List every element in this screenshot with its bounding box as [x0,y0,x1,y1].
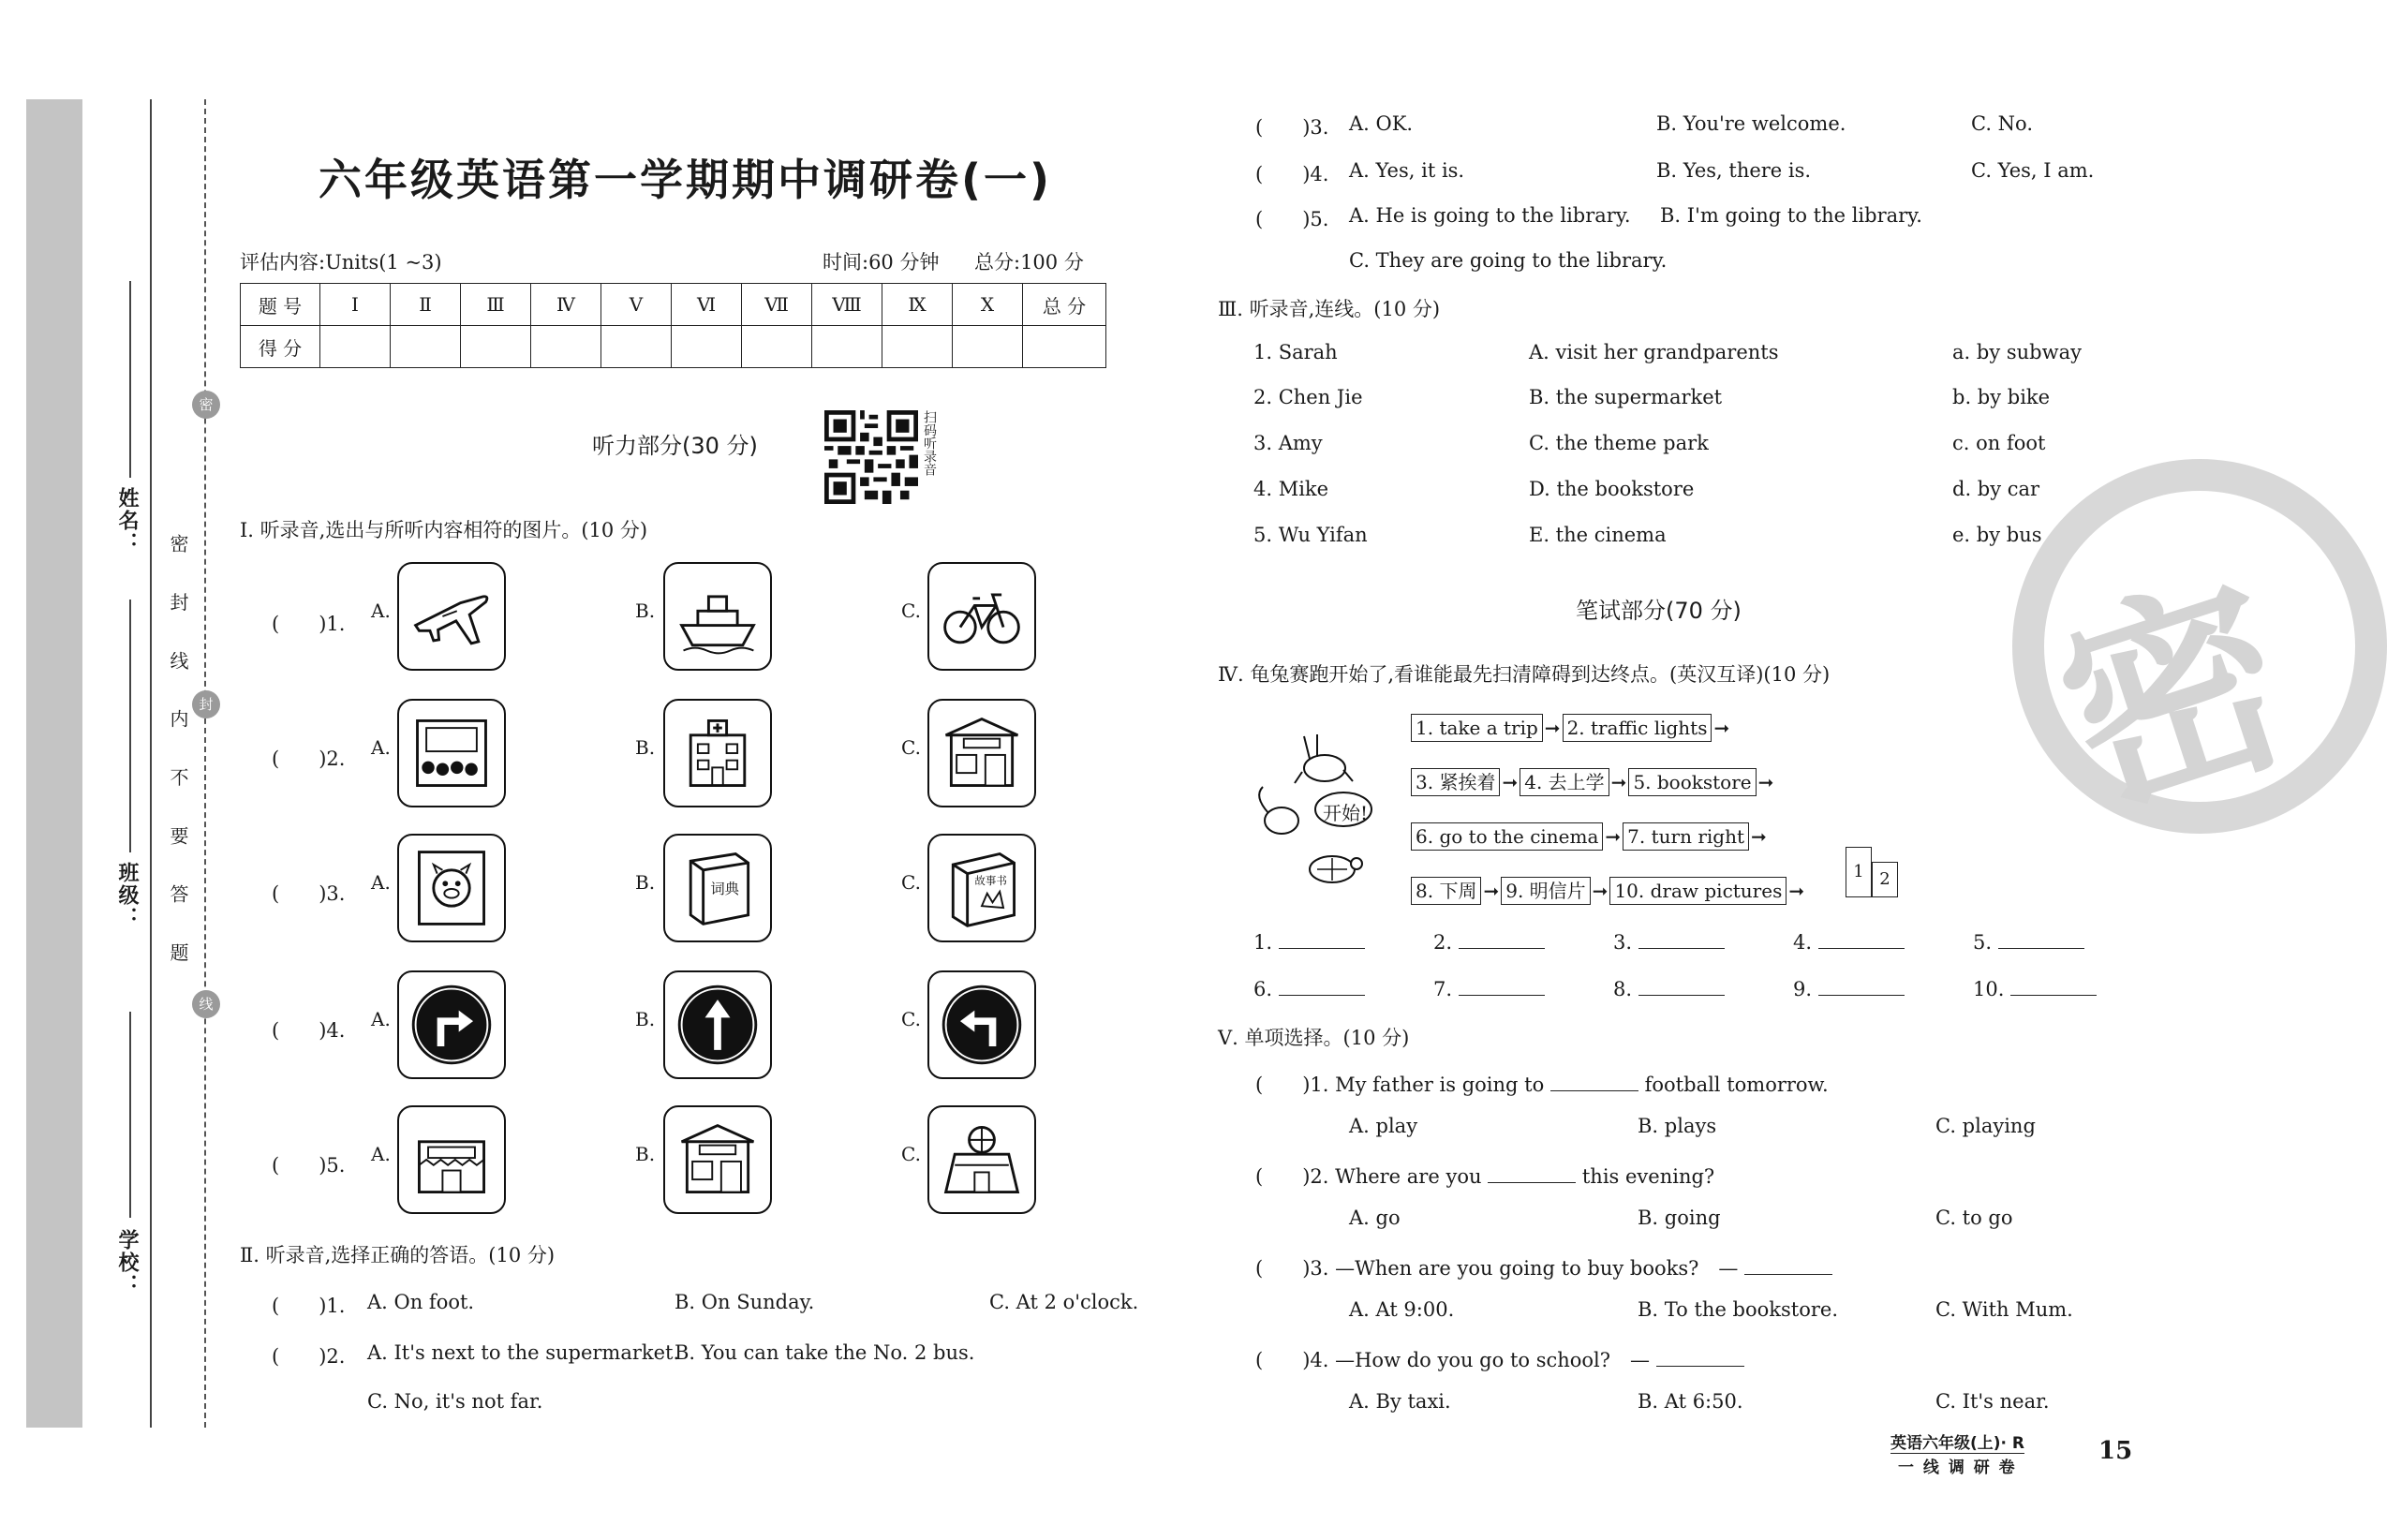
score-row-label: 得 分 [241,326,320,368]
podium-second: 2 [1872,862,1898,897]
score-header-row [241,284,1106,326]
dictionary-icon[interactable] [663,834,772,942]
s2-q3-c: C. No. [1971,112,2033,135]
s3-name-1[interactable]: 1. Sarah [1253,341,1338,363]
ship-icon[interactable] [663,562,772,671]
s3-way-c[interactable]: c. on foot [1952,432,2046,454]
s5-q4-stem: —How do you go to school? — [1335,1349,1651,1371]
chain-box: 4. 去上学 [1520,768,1609,796]
option-b: B. [635,871,656,894]
s2-q3-a: A. OK. [1349,112,1414,135]
q3-number[interactable]: ( )3. [272,882,346,905]
s4-answer-label: 2. [1433,931,1453,954]
s4-answer-5[interactable] [1973,931,2084,954]
s4-answer-4[interactable] [1793,931,1905,954]
s3-name-3[interactable]: 3. Amy [1253,432,1323,454]
s3-name-5[interactable]: 5. Wu Yifan [1253,524,1368,546]
s4-answer-label: 7. [1433,978,1453,1000]
option-b: B. [635,736,656,759]
page-title: 六年级英语第一学期期中调研卷(一) [319,155,1053,205]
exam-time: 时间:60 分钟 [823,251,940,274]
answer-blank[interactable] [1638,995,1725,996]
answer-blank[interactable] [1638,948,1725,949]
s5-q4-b: B. At 6:50. [1638,1390,1743,1413]
score-cell[interactable] [531,326,601,368]
chain-box: 5. bookstore [1628,768,1756,796]
s3-way-e[interactable]: e. by bus [1952,524,2042,546]
s2-q2-number[interactable]: ( )2. [272,1345,346,1368]
chain-box: 1. take a trip [1411,714,1543,742]
score-cell[interactable] [461,326,531,368]
binding-strip [26,99,82,1428]
score-header-cell: Ⅴ [601,284,672,326]
bookstore-icon[interactable] [663,1105,772,1214]
s5-q1-c: C. playing [1935,1115,2036,1137]
binding-instruction: 密 封 线 内 不 要 答 题 [167,534,189,979]
s5-q2-number[interactable]: ( )2. [1255,1165,1329,1188]
airplane-icon[interactable] [397,562,506,671]
score-cell[interactable] [882,326,953,368]
seal-mi: 密 [192,391,220,419]
written-title: 笔试部分(70 分) [1576,598,1742,624]
answer-blank[interactable] [1998,948,2084,949]
q4-number[interactable]: ( )4. [272,1019,346,1042]
s4-answer-1[interactable] [1253,931,1365,954]
s2-q5-a: A. He is going to the library. [1349,204,1631,227]
binding-line [150,99,152,1428]
turn-left-icon[interactable] [927,970,1036,1079]
s2-q5-b: B. I'm going to the library. [1660,204,1922,227]
score-cell[interactable] [953,326,1023,368]
s4-answer-label: 6. [1253,978,1273,1000]
s3-way-d[interactable]: d. by car [1952,478,2040,500]
s5-q1-stem-end: football tomorrow. [1644,1074,1829,1096]
score-header-cell: 总 分 [1023,284,1106,326]
bookstore-icon[interactable] [927,699,1036,807]
answer-blank[interactable] [1279,948,1365,949]
total-score: 总分:100 分 [974,251,1084,274]
s4-answer-2[interactable] [1433,931,1545,954]
start-label: 开始! [1323,802,1369,824]
turn-right-icon[interactable] [397,970,506,1079]
score-header-cell: 题 号 [241,284,320,326]
chain-box: 7. turn right [1623,822,1749,851]
chain-box: 2. traffic lights [1563,714,1712,742]
listening-title: 听力部分(30 分) [592,433,758,459]
cut-line [204,99,206,1428]
s3-place-c[interactable]: C. the theme park [1529,432,1709,454]
s5-q1-stem: My father is going to [1335,1074,1545,1096]
s2-q5-number[interactable]: ( )5. [1255,208,1329,230]
watermark-char: 密 [2033,545,2317,851]
score-cell[interactable] [320,326,391,368]
score-table [240,283,1106,368]
s5-q3-a: A. At 9:00. [1349,1298,1455,1321]
option-c: C. [901,600,921,622]
name-label: 姓名： [115,487,139,555]
s4-answer-label: 1. [1253,931,1273,954]
score-header-cell: Ⅸ [882,284,953,326]
s5-q4-a: A. By taxi. [1349,1390,1451,1413]
chain-box: 3. 紧挨着 [1411,768,1500,796]
arrow-icon: ➞ [1757,771,1774,793]
s5-q3 [1255,1253,1832,1281]
option-a: A. [371,1008,391,1030]
s2-q3-number[interactable]: ( )3. [1255,116,1329,139]
s2-q4-c: C. Yes, I am. [1971,159,2095,182]
s2-q1-a: A. On foot. [367,1291,475,1313]
s3-place-b[interactable]: B. the supermarket [1529,386,1723,408]
s3-name-2[interactable]: 2. Chen Jie [1253,386,1363,408]
option-b: B. [635,1143,656,1165]
podium-first: 1 [1846,847,1872,897]
s5-q3-blank[interactable] [1744,1274,1832,1275]
s2-q4-b: B. Yes, there is. [1656,159,1812,182]
option-c: C. [901,1143,921,1165]
arrow-icon: ➞ [1502,771,1519,793]
s2-q1-c: C. At 2 o'clock. [989,1291,1139,1313]
score-cell[interactable] [391,326,461,368]
answer-blank[interactable] [1279,995,1365,996]
s5-q4 [1255,1345,1744,1373]
q5-number[interactable]: ( )5. [272,1154,346,1177]
s3-place-e[interactable]: E. the cinema [1529,524,1667,546]
s2-q1-b: B. On Sunday. [675,1291,815,1313]
s2-q2-a: A. It's next to the supermarket. [367,1341,680,1364]
footer-brand: 一 线 调 研 卷 [1898,1459,2017,1477]
s3-name-4[interactable]: 4. Mike [1253,478,1329,500]
option-c: C. [901,736,921,759]
option-a: A. [371,736,391,759]
s5-q4-number[interactable]: ( )4. [1255,1349,1329,1371]
section2-title: Ⅱ. 听录音,选择正确的答语。(10 分) [240,1244,556,1266]
s5-q2-stem: Where are you [1335,1165,1482,1188]
s2-q2-b: B. You can take the No. 2 bus. [675,1341,975,1364]
arrow-icon: ➞ [1605,825,1622,848]
storybook-icon[interactable] [927,834,1036,942]
score-header-cell: Ⅵ [672,284,742,326]
race-illustration-icon [1250,731,1390,890]
arrow-icon: ➞ [1483,880,1500,902]
arrow-icon: ➞ [1610,771,1627,793]
class-label: 班级： [115,862,139,929]
score-row [241,326,1106,368]
s5-q1 [1255,1070,1829,1098]
class-field[interactable] [129,600,131,852]
footer-series: 英语六年级(上)· R [1890,1429,2024,1454]
chain-box: 6. go to the cinema [1411,822,1603,851]
s4-answer-label: 5. [1973,931,1993,954]
chain-row-4 [1411,877,1806,905]
s5-q2 [1255,1162,1714,1190]
section3-title: Ⅲ. 听录音,连线。(10 分) [1218,298,1441,320]
go-straight-icon[interactable] [663,970,772,1079]
q2-number[interactable]: ( )2. [272,748,346,770]
chain-row-3 [1411,822,1769,851]
s4-answer-9[interactable] [1793,978,1905,1000]
answer-blank[interactable] [1459,948,1545,949]
score-header-cell: Ⅶ [742,284,812,326]
chain-box: 8. 下周 [1411,877,1481,905]
arrow-icon: ➞ [1751,825,1767,848]
section4-title: Ⅳ. 龟兔赛跑开始了,看谁能最先扫清障碍到达终点。(英汉互译)(10 分) [1218,663,1831,686]
option-a: A. [371,871,391,894]
s4-answer-label: 9. [1793,978,1813,1000]
bicycle-icon[interactable] [927,562,1036,671]
score-cell[interactable] [812,326,882,368]
s5-q1-b: B. plays [1638,1115,1717,1137]
s5-q1-blank[interactable] [1550,1090,1638,1091]
s5-q4-c: C. It's near. [1935,1390,2050,1413]
chain-row-1 [1411,714,1731,742]
score-cell[interactable] [1023,326,1106,368]
s4-answer-3[interactable] [1613,931,1725,954]
chain-box: 10. draw pictures [1609,877,1787,905]
seal-xian: 线 [192,990,220,1018]
s4-answer-10[interactable] [1973,978,2097,1000]
s2-q3-b: B. You're welcome. [1656,112,1846,135]
s2-q4-a: A. Yes, it is. [1349,159,1465,182]
s5-q3-stem: —When are you going to buy books? — [1335,1257,1739,1280]
option-b: B. [635,600,656,622]
arrow-icon: ➞ [1788,880,1805,902]
chain-box: 9. 明信片 [1501,877,1590,905]
arrow-icon: ➞ [1713,717,1730,739]
score-cell[interactable] [601,326,672,368]
s5-q2-blank[interactable] [1488,1182,1576,1183]
score-header-cell: Ⅲ [461,284,531,326]
s5-q2-stem-end: this evening? [1581,1165,1715,1188]
s4-answer-label: 10. [1973,978,2005,1000]
s4-answer-6[interactable] [1253,978,1365,1000]
seal-feng: 封 [192,690,220,718]
hospital-icon[interactable] [663,699,772,807]
arrow-icon: ➞ [1544,717,1561,739]
picture-book-icon[interactable] [397,834,506,942]
s5-q3-b: B. To the bookstore. [1638,1298,1838,1321]
answer-blank[interactable] [1818,995,1905,996]
answer-blank[interactable] [1818,948,1905,949]
q1-number[interactable]: ( )1. [272,613,346,635]
s5-q2-a: A. go [1349,1207,1401,1229]
option-a: A. [371,1143,391,1165]
s4-answer-8[interactable] [1613,978,1725,1000]
school-label: 学校： [115,1229,139,1296]
s2-q4-number[interactable]: ( )4. [1255,163,1329,185]
score-header-cell: Ⅱ [391,284,461,326]
arrow-icon: ➞ [1592,880,1609,902]
s5-q3-number[interactable]: ( )3. [1255,1257,1329,1280]
s5-q1-a: A. play [1349,1115,1418,1137]
cinema-icon[interactable] [397,699,506,807]
option-b: B. [635,1008,656,1030]
score-header-cell: Ⅹ [953,284,1023,326]
s2-q5-c: C. They are going to the library. [1349,249,1668,272]
s5-q3-c: C. With Mum. [1935,1298,2073,1321]
s3-place-a[interactable]: A. visit her grandparents [1529,341,1779,363]
supermarket-icon[interactable] [397,1105,506,1214]
s2-q2-c: C. No, it's not far. [367,1390,543,1413]
s4-answer-label: 3. [1613,931,1633,954]
section1-title: Ⅰ. 听录音,选出与所听内容相符的图片。(10 分) [240,519,648,541]
s4-answer-7[interactable] [1433,978,1545,1000]
score-cell[interactable] [742,326,812,368]
section5-title: Ⅴ. 单项选择。(10 分) [1218,1027,1410,1049]
option-c: C. [901,871,921,894]
score-header-cell: Ⅷ [812,284,882,326]
answer-blank[interactable] [2010,995,2097,996]
s3-way-b[interactable]: b. by bike [1952,386,2051,408]
s5-q2-c: C. to go [1935,1207,2013,1229]
science-museum-icon[interactable] [927,1105,1036,1214]
answer-blank[interactable] [1459,995,1545,996]
s2-q1-number[interactable]: ( )1. [272,1295,346,1317]
s5-q1-number[interactable]: ( )1. [1255,1074,1329,1096]
s3-way-a[interactable]: a. by subway [1952,341,2082,363]
school-field[interactable] [129,1012,131,1218]
s4-answer-label: 8. [1613,978,1633,1000]
s4-answer-label: 4. [1793,931,1813,954]
score-header-cell: Ⅳ [531,284,601,326]
name-field[interactable] [129,281,131,478]
score-header-cell: Ⅰ [320,284,391,326]
s5-q2-b: B. going [1638,1207,1721,1229]
page-number: 15 [2098,1437,2133,1465]
option-c: C. [901,1008,921,1030]
s3-place-d[interactable]: D. the bookstore [1529,478,1695,500]
qr-caption: 扫码听录音 [922,410,937,476]
s5-q4-blank[interactable] [1656,1366,1744,1367]
eval-content: 评估内容:Units(1 ~3) [240,251,442,274]
score-cell[interactable] [672,326,742,368]
chain-row-2 [1411,768,1775,796]
qr-code-icon[interactable] [824,410,918,504]
option-a: A. [371,600,391,622]
